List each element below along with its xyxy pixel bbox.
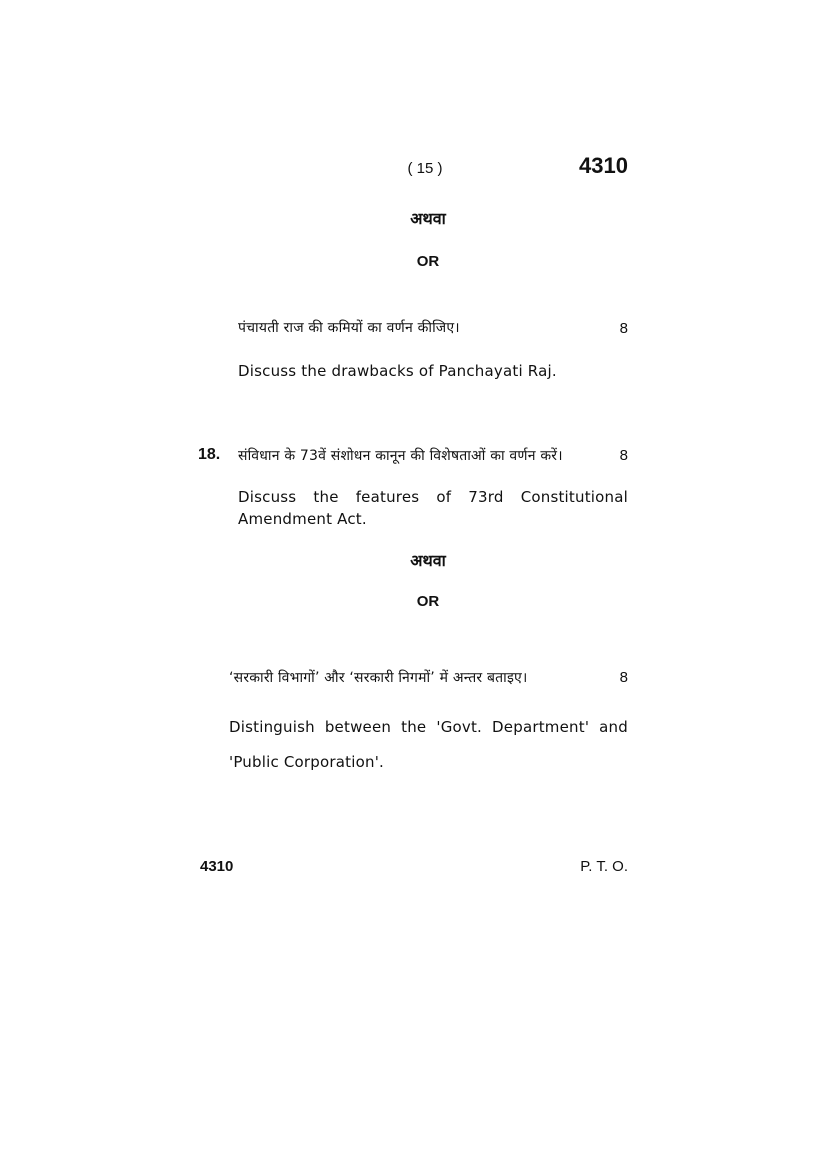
- q18-english-line-1: Discuss the features of 73rd Constitutional: [238, 488, 628, 506]
- q18-english-line-2: Amendment Act.: [238, 510, 367, 528]
- q17-alt-english-text: Discuss the drawbacks of Panchayati Raj.: [238, 362, 557, 380]
- or-hindi-2: अथवा: [410, 551, 446, 570]
- or-english-2: OR: [416, 593, 440, 610]
- pto-label: P. T. O.: [580, 858, 628, 875]
- paper-code-header: 4310: [579, 153, 628, 178]
- question-number-18: 18.: [198, 446, 221, 463]
- q17-alt-marks: 8: [619, 320, 628, 337]
- q18-alt-hindi-text: ‘सरकारी विभागों’ और ‘सरकारी निगमों’ में अन्तर बताइए।: [229, 670, 528, 686]
- page-number: ( 15 ): [407, 160, 443, 177]
- q18-alt-marks: 8: [619, 669, 628, 686]
- q18-english-text: [238, 486, 628, 530]
- paper-code-footer: 4310: [200, 858, 234, 875]
- q18-hindi-text: संविधान के 73वें संशोधन कानून की विशेषताओं का वर्णन करें।: [238, 448, 563, 464]
- q17-alt-hindi-text: पंचायती राज की कमियों का वर्णन कीजिए।: [238, 320, 460, 336]
- q18-alt-english-line-2: 'Public Corporation'.: [229, 753, 384, 771]
- or-english-1: OR: [416, 253, 440, 270]
- q18-alt-english-line-1: Distinguish between the 'Govt. Department' and: [229, 718, 628, 736]
- q18-marks: 8: [619, 447, 628, 464]
- q18-alt-english-text: [229, 710, 628, 780]
- or-hindi-1: अथवा: [410, 209, 446, 228]
